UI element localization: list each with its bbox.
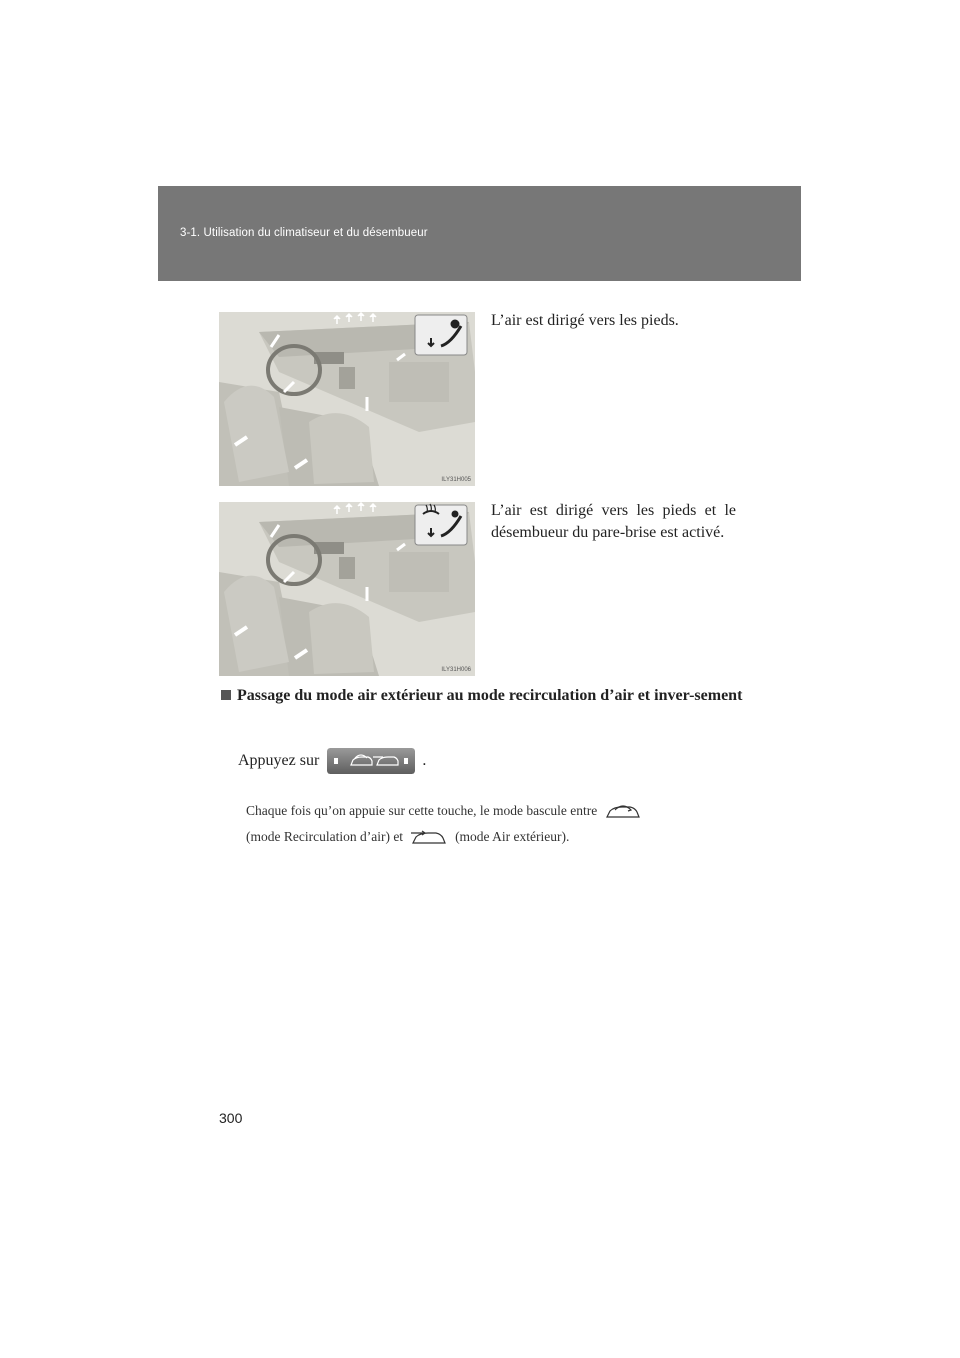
figure-foot-defrost-vent bbox=[219, 502, 475, 676]
instruction-suffix: . bbox=[422, 752, 427, 769]
section-header-title: 3-1. Utilisation du climatiseur et du désembueur bbox=[180, 227, 428, 239]
note-text: Chaque fois qu’on appuie sur cette touche, le mode bascule entre bbox=[246, 803, 598, 818]
instruction-line bbox=[238, 748, 426, 774]
section-heading bbox=[221, 684, 757, 707]
note-line bbox=[246, 800, 746, 822]
air-intake-button-icon bbox=[327, 748, 415, 774]
page-number: 300 bbox=[219, 1110, 243, 1126]
header-band bbox=[158, 186, 801, 281]
figure-code: ILY31H005 bbox=[441, 477, 471, 483]
recirculation-mode-icon bbox=[603, 802, 643, 820]
figure-description: L’air est dirigé vers les pieds et le désembueur du pare-brise est activé. bbox=[491, 502, 736, 541]
note-text: (mode Air extérieur). bbox=[455, 829, 570, 844]
figure-code: ILY31H006 bbox=[441, 667, 471, 673]
figure-description: L’air est dirigé vers les pieds. bbox=[491, 312, 679, 329]
outside-air-mode-icon bbox=[409, 828, 449, 846]
instruction-text: Appuyez sur bbox=[238, 752, 320, 769]
figure-foot-vent bbox=[219, 312, 475, 486]
note-text: (mode Recirculation d’air) et bbox=[246, 829, 404, 844]
section-heading-text: Passage du mode air extérieur au mode recirculation d’air et inver-sement bbox=[237, 687, 743, 704]
square-bullet-icon bbox=[221, 690, 231, 700]
car-interior-illustration bbox=[219, 502, 475, 676]
car-interior-illustration bbox=[219, 312, 475, 486]
note-line bbox=[246, 826, 746, 848]
